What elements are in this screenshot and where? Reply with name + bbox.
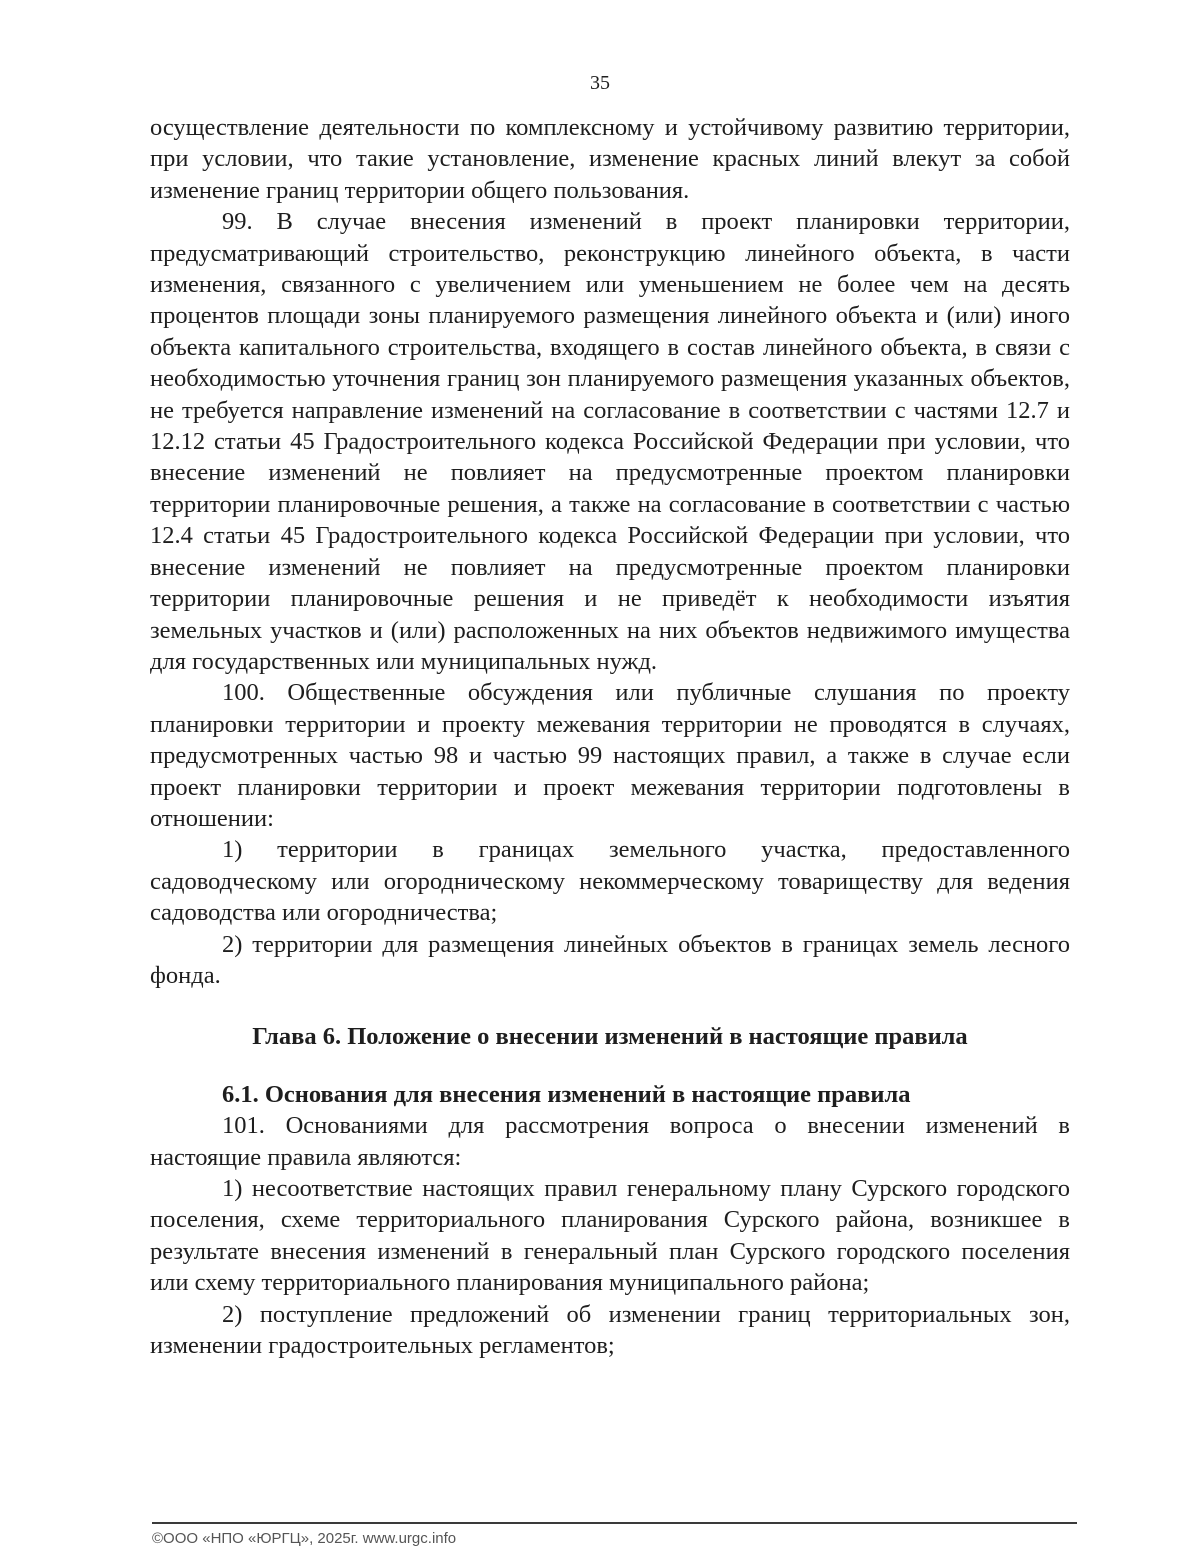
paragraph-101: 101. Основаниями для рассмотрения вопроса о внесении изменений в настоящие правила являются: (150, 1112, 1070, 1171)
footer-text: ©ООО «НПО «ЮРГЦ», 2025г. www.urgc.info (152, 1530, 457, 1547)
list-item-2: 2) территории для размещения линейных объектов в границах земель лесного фонда. (150, 930, 1070, 989)
section-heading: 6.1. Основания для внесения изменений в настоящие правила (222, 1080, 911, 1108)
document-body (150, 112, 1070, 1361)
section-list-item-2: 2) поступление предложений об изменении границ территориальных зон, изменении градостроительных регламентов; (150, 1300, 1070, 1360)
section-list-item-1: 1) несоответствие настоящих правил генеральному плану Сурского городского поселения, схеме территориального планирования Сурского района, возникшее в результате внесения изменений в генеральный план Сурского городского поселения или схему территориального планирования муниципального района; (150, 1175, 1070, 1297)
paragraph-99: 99. В случае внесения изменений в проект планировки территории, предусматривающий строительство, реконструкцию линейного объекта, в части изменения, связанного с увеличением или уменьшением не более чем на десять процентов площади зоны планируемого размещения линейного объекта и (или) иного объекта капитального строительства, входящего в состав линейного объекта, в связи с необходимостью уточнения границ зон планируемого размещения указанных объектов, не требуется направление изменений на согласование в соответствии с частями 12.7 и 12.12 статьи 45 Градостроительного кодекса Российской Федерации при условии, что внесение изменений не повлияет на предусмотренные проектом планировки территории планировочные решения, а также на согласование в соответствии с частью 12.4 статьи 45 Градостроительного кодекса Российской Федерации при условии, что внесение изменений не повлияет на предусмотренные проектом планировки территории планировочные решения и не приведёт к необходимости изъятия земельных участков и (или) расположенных на них объектов недвижимого имущества для государственных или муниципальных нужд. (150, 208, 1070, 675)
paragraph-100: 100. Общественные обсуждения или публичные слушания по проекту планировки территории и проекту межевания территории не проводятся в случаях, предусмотренных частью 98 и частью 99 настоящих правил, а также в случае если проект планировки территории и проект межевания территории подготовлены в отношении: (150, 679, 1070, 832)
list-item-1: 1) территории в границах земельного участка, предоставленного садоводческому или огородническому некоммерческому товариществу для ведения садоводства или огородничества; (150, 836, 1070, 927)
footer-divider (152, 1522, 1077, 1524)
page-number: 35 (590, 72, 610, 94)
chapter-heading: Глава 6. Положение о внесении изменений в настоящие правила (252, 1023, 968, 1051)
paragraph-continuation: осуществление деятельности по комплексному и устойчивому развитию территории, при условии, что такие установление, изменение красных линий влекут за собой изменение границ территории общего пользования. (150, 114, 1070, 204)
